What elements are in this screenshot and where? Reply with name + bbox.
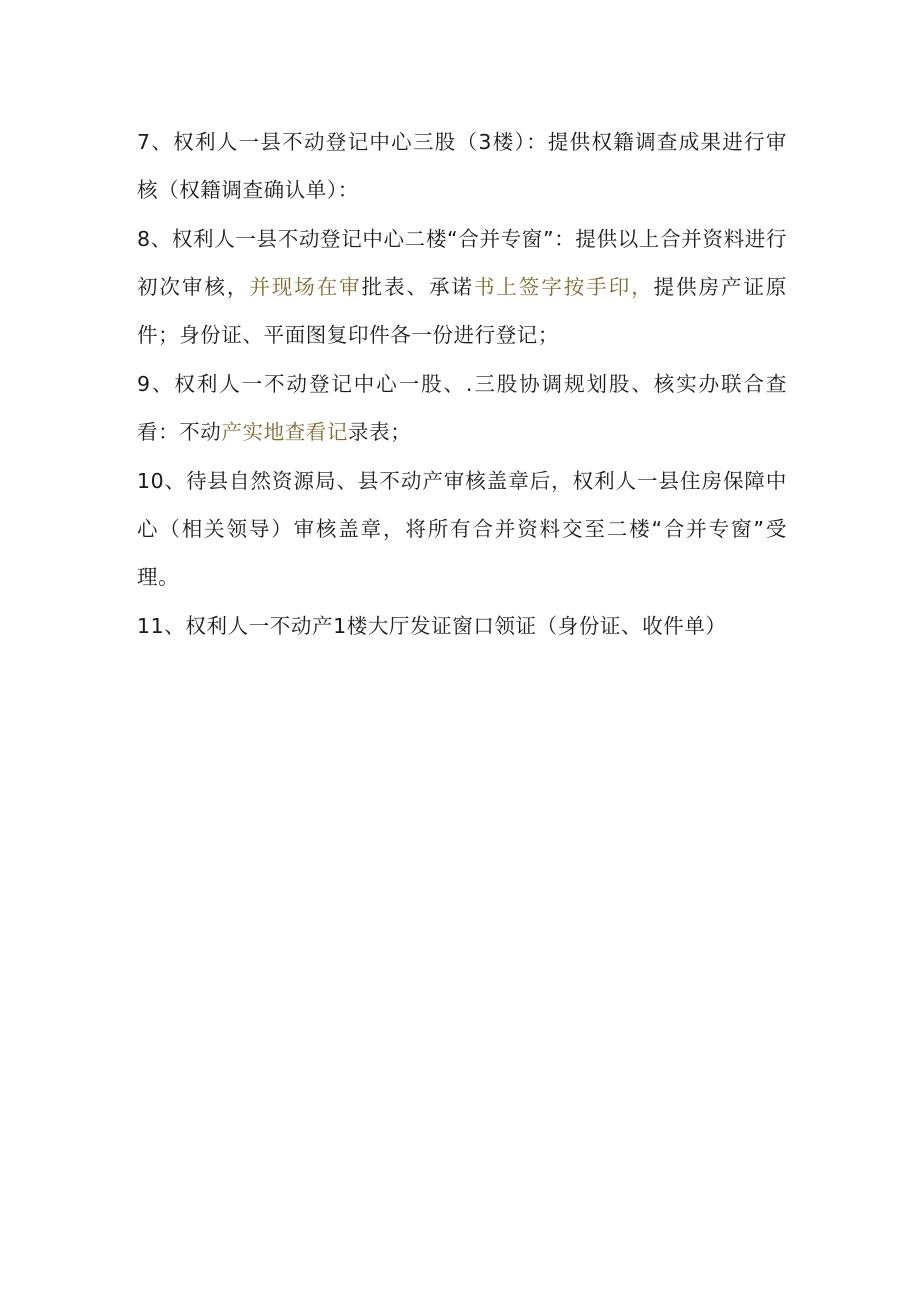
text-segment: 11、权利人一不动产1楼大厅发证窗口领证（身份证、收件单） <box>137 614 727 638</box>
text-segment: 10、待县自然资源局、县不动产审核盖章后，权利人一县住房保障中心（相关领导）审核盖章，将所有合并资料交至二楼“合并专窗”受理。 <box>137 469 787 589</box>
highlighted-text-segment: 产实地查看记 <box>221 420 349 444</box>
paragraph-item-8 <box>137 215 787 359</box>
highlighted-text-segment: 书上签字按手印， <box>473 275 654 299</box>
paragraph-item-9 <box>137 360 787 456</box>
text-segment: 9、权利人一不动登记中心一股、.三股协调规划股、核实办联合查看：不动 <box>137 372 787 444</box>
text-segment: 提供房产证原件；身份证、平面图复印件各一份进行登记； <box>137 275 788 347</box>
paragraph-item-10 <box>137 457 787 601</box>
text-segment: 7、权利人一县不动登记中心三股（3楼）：提供权籍调查成果进行审核（权籍调查确认单）： <box>137 130 787 202</box>
document-body <box>137 118 787 651</box>
paragraph-item-7 <box>137 118 787 214</box>
text-segment: 8、权利人一县不动登记中心二楼“合并专窗”：提供以上合并资料进行初次审核， <box>137 227 787 299</box>
paragraph-item-11 <box>137 602 787 650</box>
text-segment: 录表； <box>348 420 412 444</box>
highlighted-text-segment: 并现场在审 <box>249 275 362 299</box>
text-segment: 批表、承诺 <box>361 275 474 299</box>
